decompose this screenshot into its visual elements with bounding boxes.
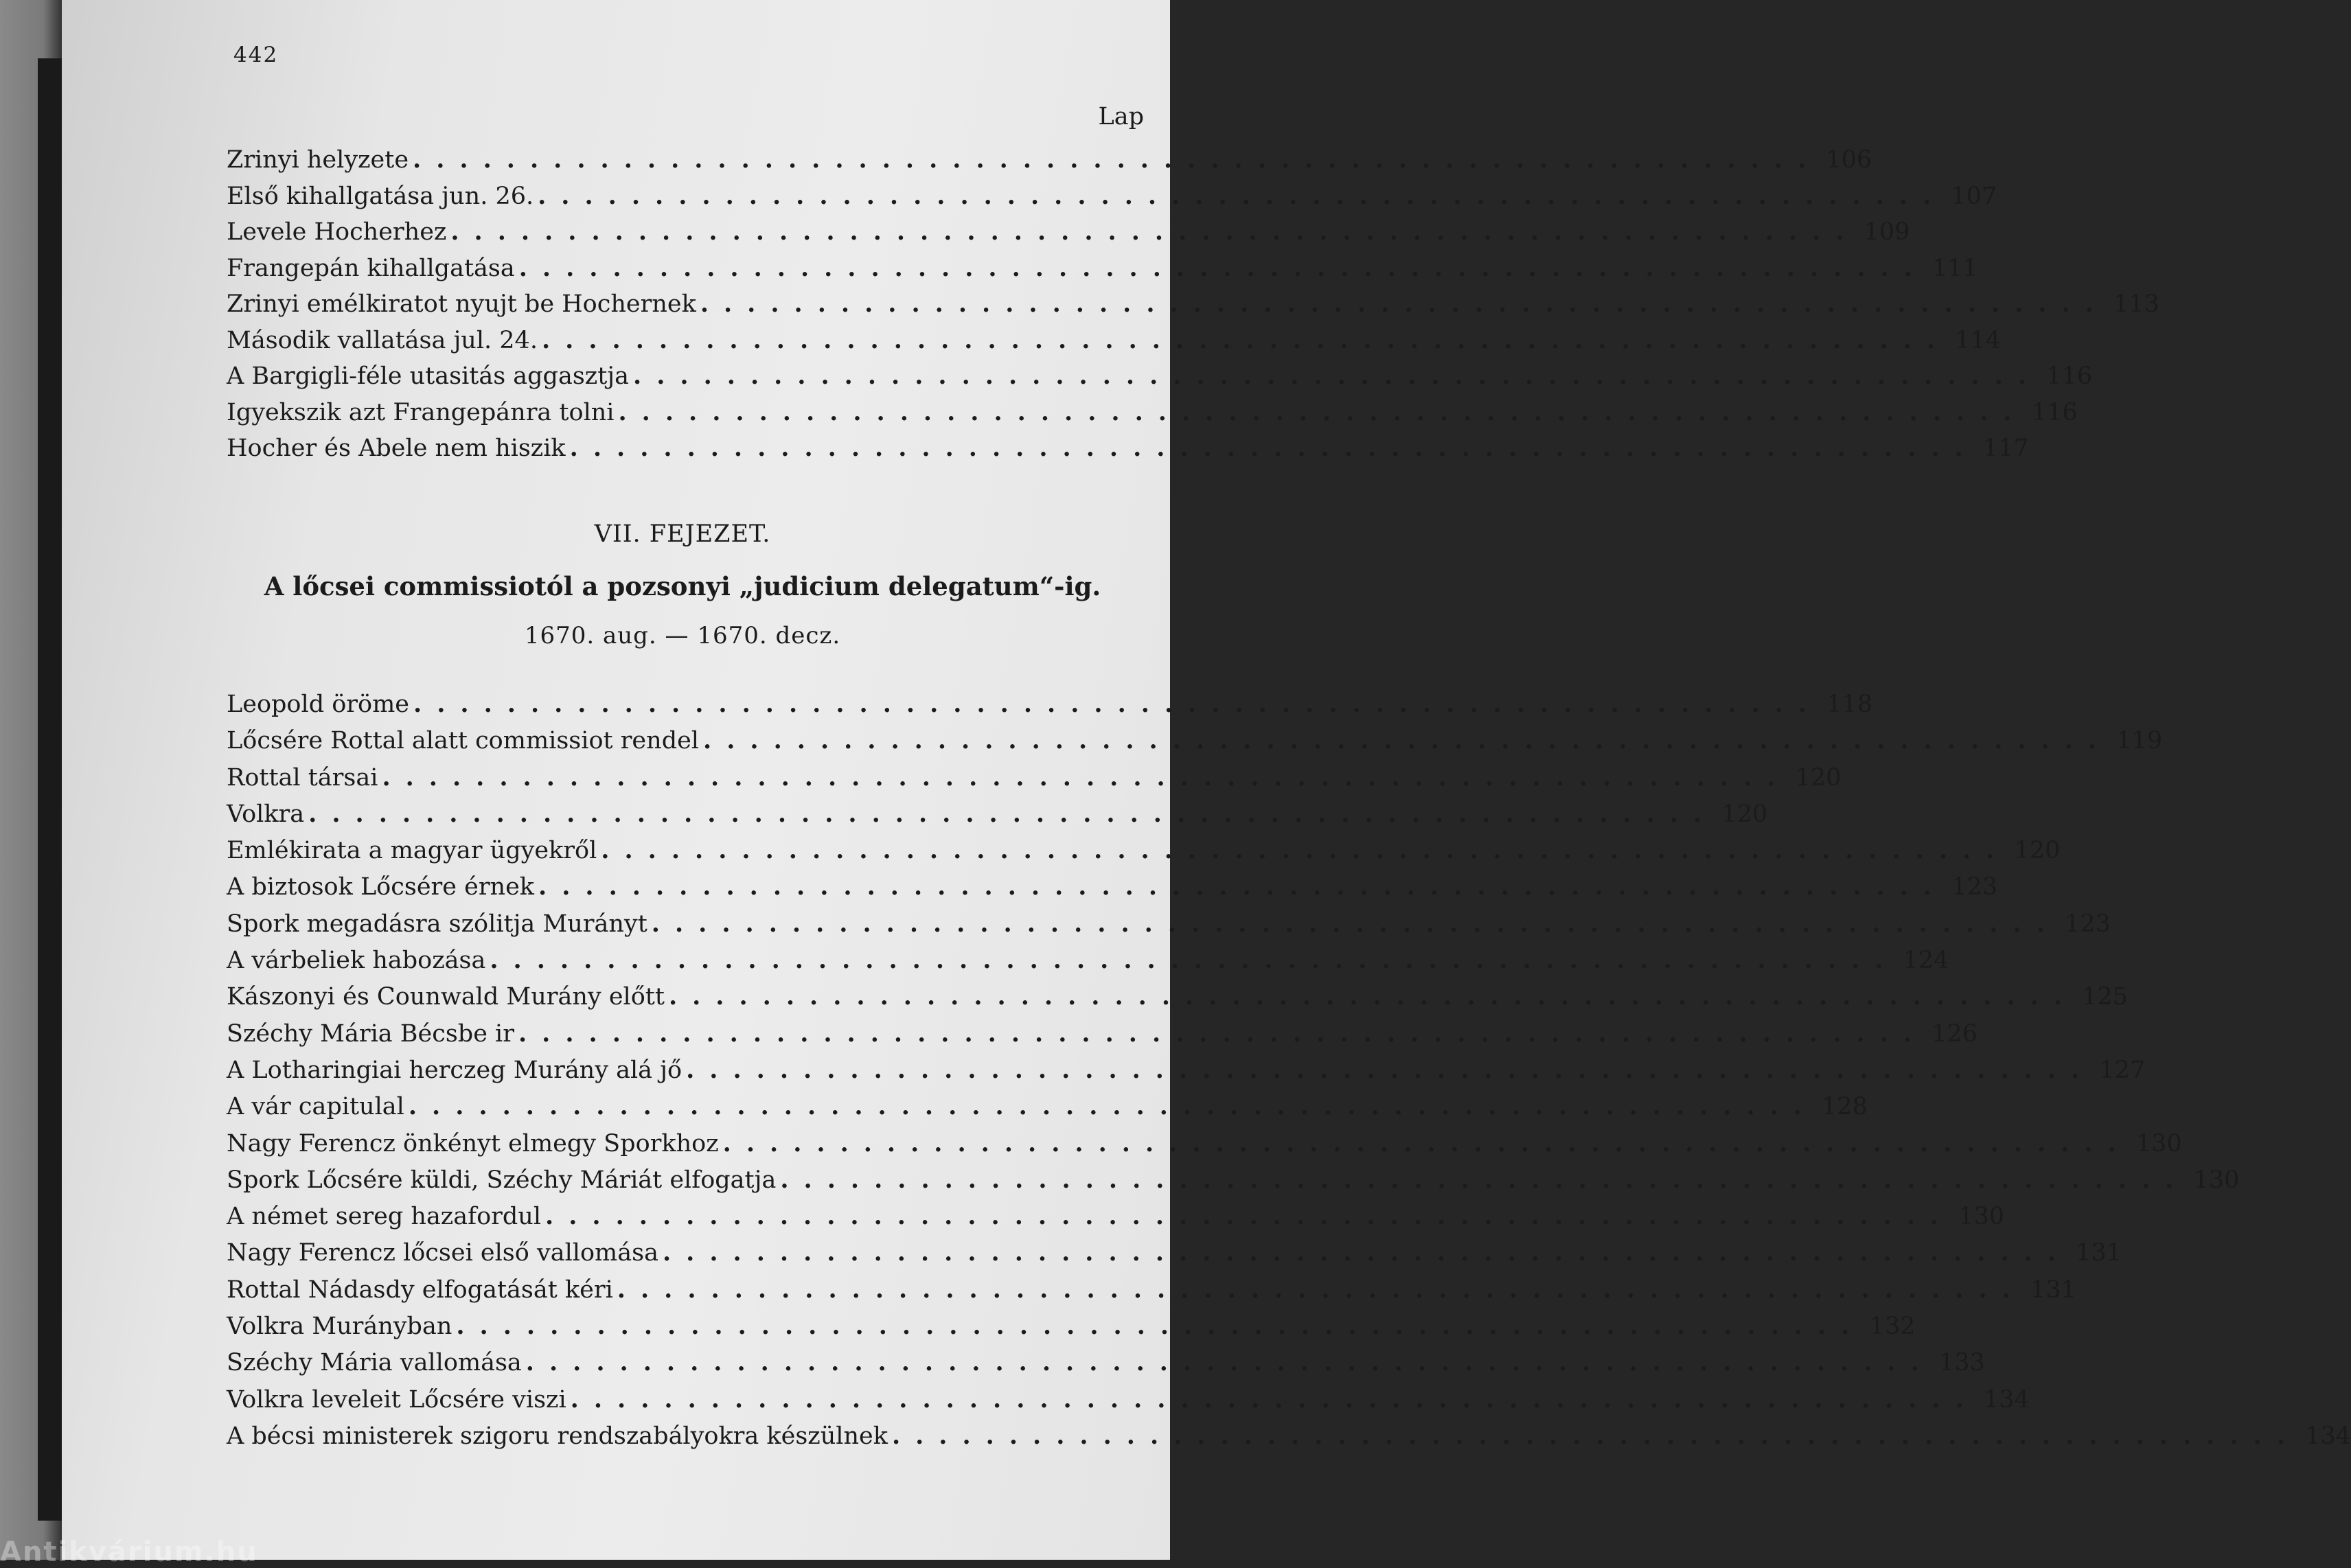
dot-leader: ............................................................: [525, 1348, 1934, 1377]
chapter-title: A lőcsei commissiotól a pozsonyi „judicium delegatum“-ig.: [264, 571, 1101, 601]
toc-section-2: [227, 690, 2351, 1458]
toc-entry-title: Spork megadásra szólitja Murányt: [227, 910, 647, 938]
toc-entry-page: 130: [2193, 1166, 2240, 1194]
toc-entry: [227, 181, 1997, 218]
toc-entry-page: 123: [1951, 873, 1998, 901]
toc-entry: [227, 1129, 2182, 1166]
dot-leader: ............................................................: [456, 1312, 1865, 1341]
toc-entry: [227, 434, 2029, 470]
dot-leader: ............................................................: [618, 397, 2027, 426]
dot-leader: ............................................................: [382, 763, 1791, 792]
spine-band: [38, 58, 64, 1521]
toc-entry: [227, 799, 1768, 836]
dot-leader: ............................................................: [538, 181, 1947, 210]
toc-entry-page: 125: [2082, 983, 2129, 1011]
toc-entry: [227, 726, 2163, 763]
book-page: [62, 0, 2351, 1560]
dot-leader: ............................................................: [570, 1385, 1979, 1414]
toc-entry-page: 109: [1863, 218, 1910, 246]
toc-entry-title: Spork Lőcsére küldi, Széchy Máriát elfogatja: [227, 1166, 777, 1194]
toc-entry-title: Széchy Mária vallomása: [227, 1349, 522, 1377]
toc-entry-page: 113: [2113, 290, 2159, 318]
toc-entry: [227, 290, 2159, 326]
toc-entry-title: Zrinyi helyzete: [227, 146, 409, 174]
dot-leader: ............................................................: [722, 1129, 2131, 1157]
toc-entry-title: Volkra leveleit Lőcsére viszi: [227, 1385, 566, 1414]
toc-entry-page: 131: [2030, 1276, 2076, 1304]
toc-entry: [227, 763, 1842, 800]
toc-entry-title: A német sereg hazafordul: [227, 1203, 542, 1231]
dot-leader: ............................................................: [686, 1055, 2095, 1084]
toc-entry-page: 131: [2076, 1239, 2122, 1267]
book-spine: [0, 0, 62, 1560]
dot-leader: ............................................................: [633, 362, 2042, 390]
toc-entry-title: Frangepán kihallgatása: [227, 254, 515, 282]
toc-entry-title: Levele Hocherhez: [227, 218, 447, 246]
dot-leader: ............................................................: [450, 218, 1859, 246]
dot-leader: ............................................................: [668, 982, 2078, 1011]
dot-leader: ............................................................: [308, 799, 1717, 828]
toc-entry: [227, 1165, 2240, 1202]
toc-entry-page: 107: [1951, 182, 1997, 210]
toc-entry-title: A Lotharingiai herczeg Murány alá jő: [227, 1056, 683, 1084]
toc-entry: [227, 946, 1949, 982]
dot-leader: ............................................................: [780, 1165, 2189, 1194]
page-number: 442: [233, 43, 279, 67]
dot-leader: ............................................................: [617, 1275, 2026, 1304]
toc-entry-page: 120: [1795, 763, 1842, 792]
chapter-number: VII. FEJEZET.: [594, 520, 771, 548]
toc-entry: [227, 982, 2129, 1019]
dot-leader: ............................................................: [545, 1202, 1954, 1231]
dot-leader: ............................................................: [518, 1019, 1927, 1048]
toc-entry-page: 123: [2065, 910, 2111, 938]
toc-entry: [227, 362, 2093, 398]
toc-entry-title: Emlékirata a magyar ügyekről: [227, 837, 597, 865]
toc-entry: [227, 1238, 2122, 1275]
dot-leader: ............................................................: [538, 873, 1947, 901]
toc-entry-page: 128: [1822, 1093, 1868, 1121]
toc-entry-page: 106: [1826, 146, 1872, 174]
toc-entry-page: 124: [1903, 947, 1949, 975]
toc-entry-page: 117: [1982, 435, 2029, 462]
toc-entry-title: A biztosok Lőcsére érnek: [227, 873, 535, 901]
toc-entry-title: Nagy Ferencz lőcsei első vallomása: [227, 1239, 658, 1267]
dot-leader: ............................................................: [569, 434, 1978, 462]
toc-entry-title: Hocher és Abele nem hiszik: [227, 435, 566, 462]
toc-entry-page: 118: [1826, 691, 1873, 718]
toc-entry-title: Rottal Nádasdy elfogatását kéri: [227, 1276, 613, 1304]
dot-leader: ............................................................: [703, 726, 2112, 755]
toc-entry-page: 120: [2014, 837, 2061, 865]
toc-entry-page: 134: [1983, 1385, 2030, 1414]
toc-entry-title: A Bargigli-féle utasitás aggasztja: [227, 362, 630, 390]
toc-entry: [227, 1421, 2351, 1458]
dot-leader: ............................................................: [413, 690, 1822, 718]
toc-entry-title: Nagy Ferencz önkényt elmegy Sporkhoz: [227, 1129, 719, 1157]
toc-entry-page: 127: [2099, 1056, 2146, 1084]
dot-leader: ............................................................: [408, 1092, 1817, 1121]
toc-entry-page: 114: [1955, 326, 2002, 354]
toc-entry-page: 126: [1931, 1019, 1978, 1048]
dot-leader: ............................................................: [601, 836, 2010, 865]
toc-entry-title: Első kihallgatása jun. 26.: [227, 182, 534, 210]
toc-entry: [227, 1202, 2005, 1238]
toc-entry: [227, 1275, 2076, 1312]
dot-leader: ............................................................: [891, 1421, 2301, 1450]
toc-entry-title: Második vallatása jul. 24.: [227, 326, 538, 354]
toc-entry-page: 111: [1932, 254, 1978, 282]
toc-entry-title: Zrinyi emélkiratot nyujt be Hochernek: [227, 290, 696, 318]
toc-entry-page: 119: [2116, 727, 2163, 755]
toc-entry-title: A vár capitulal: [227, 1093, 404, 1121]
toc-entry-page: 116: [2031, 398, 2078, 426]
toc-entry-page: 134: [2305, 1422, 2351, 1450]
toc-entry-title: Volkra: [227, 800, 305, 828]
toc-entry-page: 130: [2135, 1129, 2182, 1157]
toc-entry-page: 130: [1958, 1203, 2005, 1231]
dot-leader: ............................................................: [700, 290, 2109, 318]
toc-entry: [227, 1348, 1985, 1385]
toc-entry: [227, 1019, 1978, 1056]
toc-entry: [227, 218, 1910, 254]
toc-entry: [227, 1312, 1916, 1348]
toc-entry: [227, 1385, 2030, 1422]
toc-entry-page: 133: [1939, 1349, 1985, 1377]
toc-entry: [227, 253, 1978, 290]
toc-entry-title: Leopold öröme: [227, 691, 410, 718]
dot-leader: ............................................................: [413, 146, 1822, 174]
toc-entry-page: 132: [1869, 1313, 1916, 1341]
toc-section-1: [227, 146, 2159, 470]
toc-entry: [227, 1092, 1868, 1129]
toc-entry-title: A várbeliek habozása: [227, 947, 486, 975]
page-column-header: Lap: [1098, 103, 1144, 130]
toc-entry-page: 116: [2046, 362, 2093, 390]
toc-entry: [227, 146, 1872, 182]
toc-entry: [227, 397, 2078, 435]
dot-leader: ............................................................: [541, 325, 1951, 354]
toc-entry-title: Lőcsére Rottal alatt commissiot rendel: [227, 727, 700, 755]
dot-leader: ............................................................: [651, 909, 2060, 938]
dot-leader: ............................................................: [518, 253, 1927, 282]
toc-entry: [227, 836, 2061, 873]
toc-entry: [227, 690, 1873, 726]
dot-leader: ............................................................: [490, 946, 1899, 975]
toc-entry-title: Volkra Murányban: [227, 1313, 452, 1341]
watermark: Antikvárium.hu: [0, 1536, 258, 1568]
toc-entry-title: Kászonyi és Counwald Murány előtt: [227, 983, 665, 1011]
chapter-dates: 1670. aug. — 1670. decz.: [524, 622, 841, 649]
toc-entry: [227, 1055, 2146, 1092]
toc-entry: [227, 873, 1998, 909]
toc-entry-page: 120: [1721, 800, 1768, 828]
toc-entry-title: A bécsi ministerek szigoru rendszabályokra készülnek: [227, 1422, 888, 1450]
dot-leader: ............................................................: [662, 1238, 2072, 1267]
toc-entry: [227, 325, 2002, 362]
toc-entry-title: Rottal társai: [227, 763, 378, 792]
toc-entry-title: Igyekszik azt Frangepánra tolni: [227, 398, 615, 426]
toc-entry: [227, 909, 2111, 946]
toc-entry-title: Széchy Mária Bécsbe ir: [227, 1019, 514, 1048]
